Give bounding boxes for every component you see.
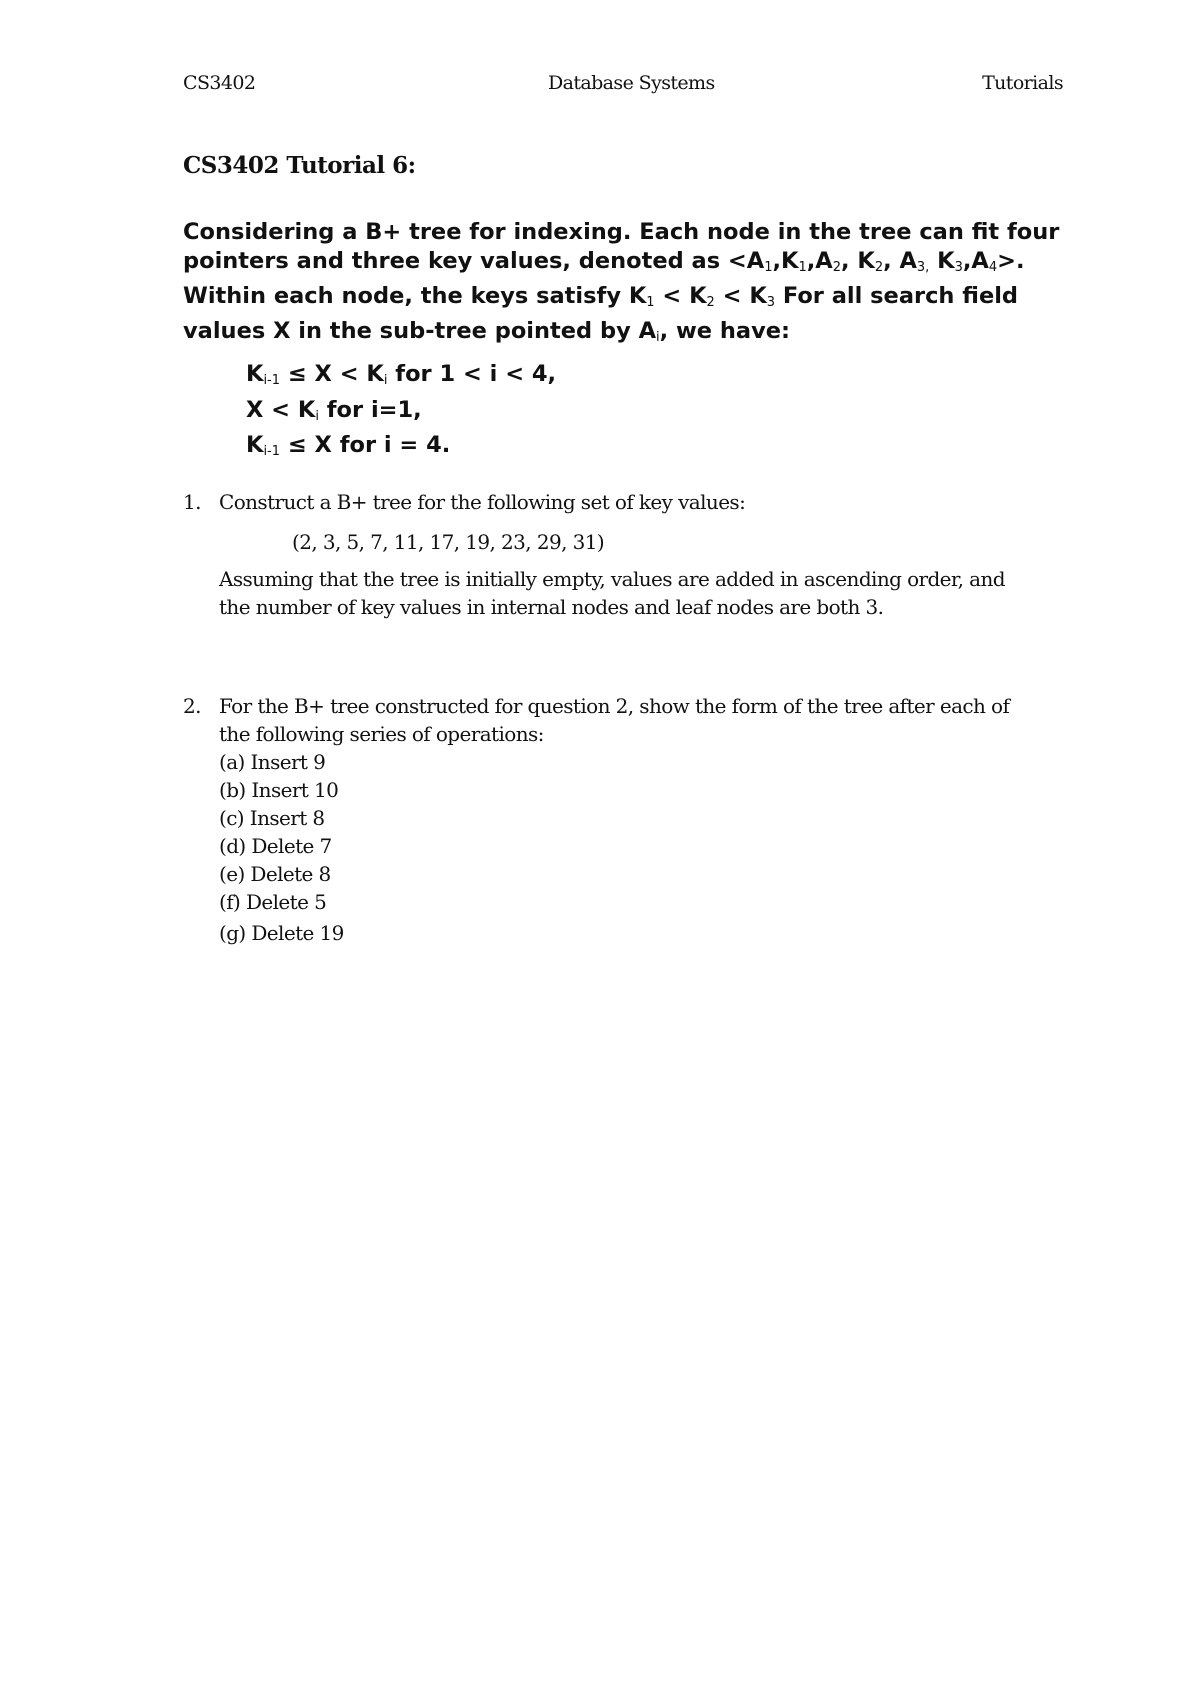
operation-item: (b) Insert 10 bbox=[219, 778, 339, 802]
question-text: For the B+ tree constructed for question 2, show the form of the tree after each of bbox=[219, 694, 1010, 718]
operation-item: (e) Delete 8 bbox=[219, 862, 331, 886]
question-text: the following series of operations: bbox=[219, 722, 544, 746]
question-text: the number of key values in internal nodes and leaf nodes are both 3. bbox=[219, 595, 884, 619]
header-course-code: CS3402 bbox=[183, 72, 256, 94]
formula-line: $K_{i-1} \le X$ for i = 4. bbox=[246, 432, 451, 459]
operation-item: (c) Insert 8 bbox=[219, 806, 325, 830]
formula-line: $X < K_i$ for i=1, bbox=[246, 396, 422, 424]
operation-item: (f) Delete 5 bbox=[219, 890, 327, 914]
header-section: Tutorials bbox=[982, 72, 1063, 94]
formula-block bbox=[246, 360, 556, 467]
operation-item: (g) Delete 19 bbox=[219, 921, 344, 945]
intro-line: Considering a B+ tree for indexing. Each node in the tree can fit four bbox=[183, 219, 1060, 245]
intro-paragraph bbox=[183, 218, 1073, 352]
intro-line: Within each node, the keys satisfy $K_1 < K_2 < K_3$ For all search field bbox=[183, 283, 1019, 310]
page-title: CS3402 Tutorial 6: bbox=[183, 152, 416, 179]
header-course-title: Database Systems bbox=[548, 72, 715, 94]
question-body bbox=[219, 488, 1059, 621]
intro-line: values X in the sub-tree pointed by $A_i$, we have: bbox=[183, 318, 791, 345]
question-body bbox=[219, 692, 1059, 947]
operation-item: (a) Insert 9 bbox=[219, 750, 326, 774]
formula-line: $K_{i-1} \le X < K_i$ for 1 < i < 4, bbox=[246, 361, 557, 388]
question-number: 2. bbox=[183, 694, 201, 718]
intro-line: pointers and three key values, denoted as $<A_1,K_1,A_2$, $K_2$, $A_{3,}$ $K_3,A_4>$. bbox=[183, 248, 1025, 275]
page-header bbox=[183, 72, 1063, 98]
question-number: 1. bbox=[183, 490, 201, 514]
operation-item: (d) Delete 7 bbox=[219, 834, 332, 858]
question-text: Assuming that the tree is initially empty, values are added in ascending order, and bbox=[219, 567, 1005, 591]
key-values: (2, 3, 5, 7, 11, 17, 19, 23, 29, 31) bbox=[292, 530, 605, 554]
question-text: Construct a B+ tree for the following set of key values: bbox=[219, 490, 746, 514]
